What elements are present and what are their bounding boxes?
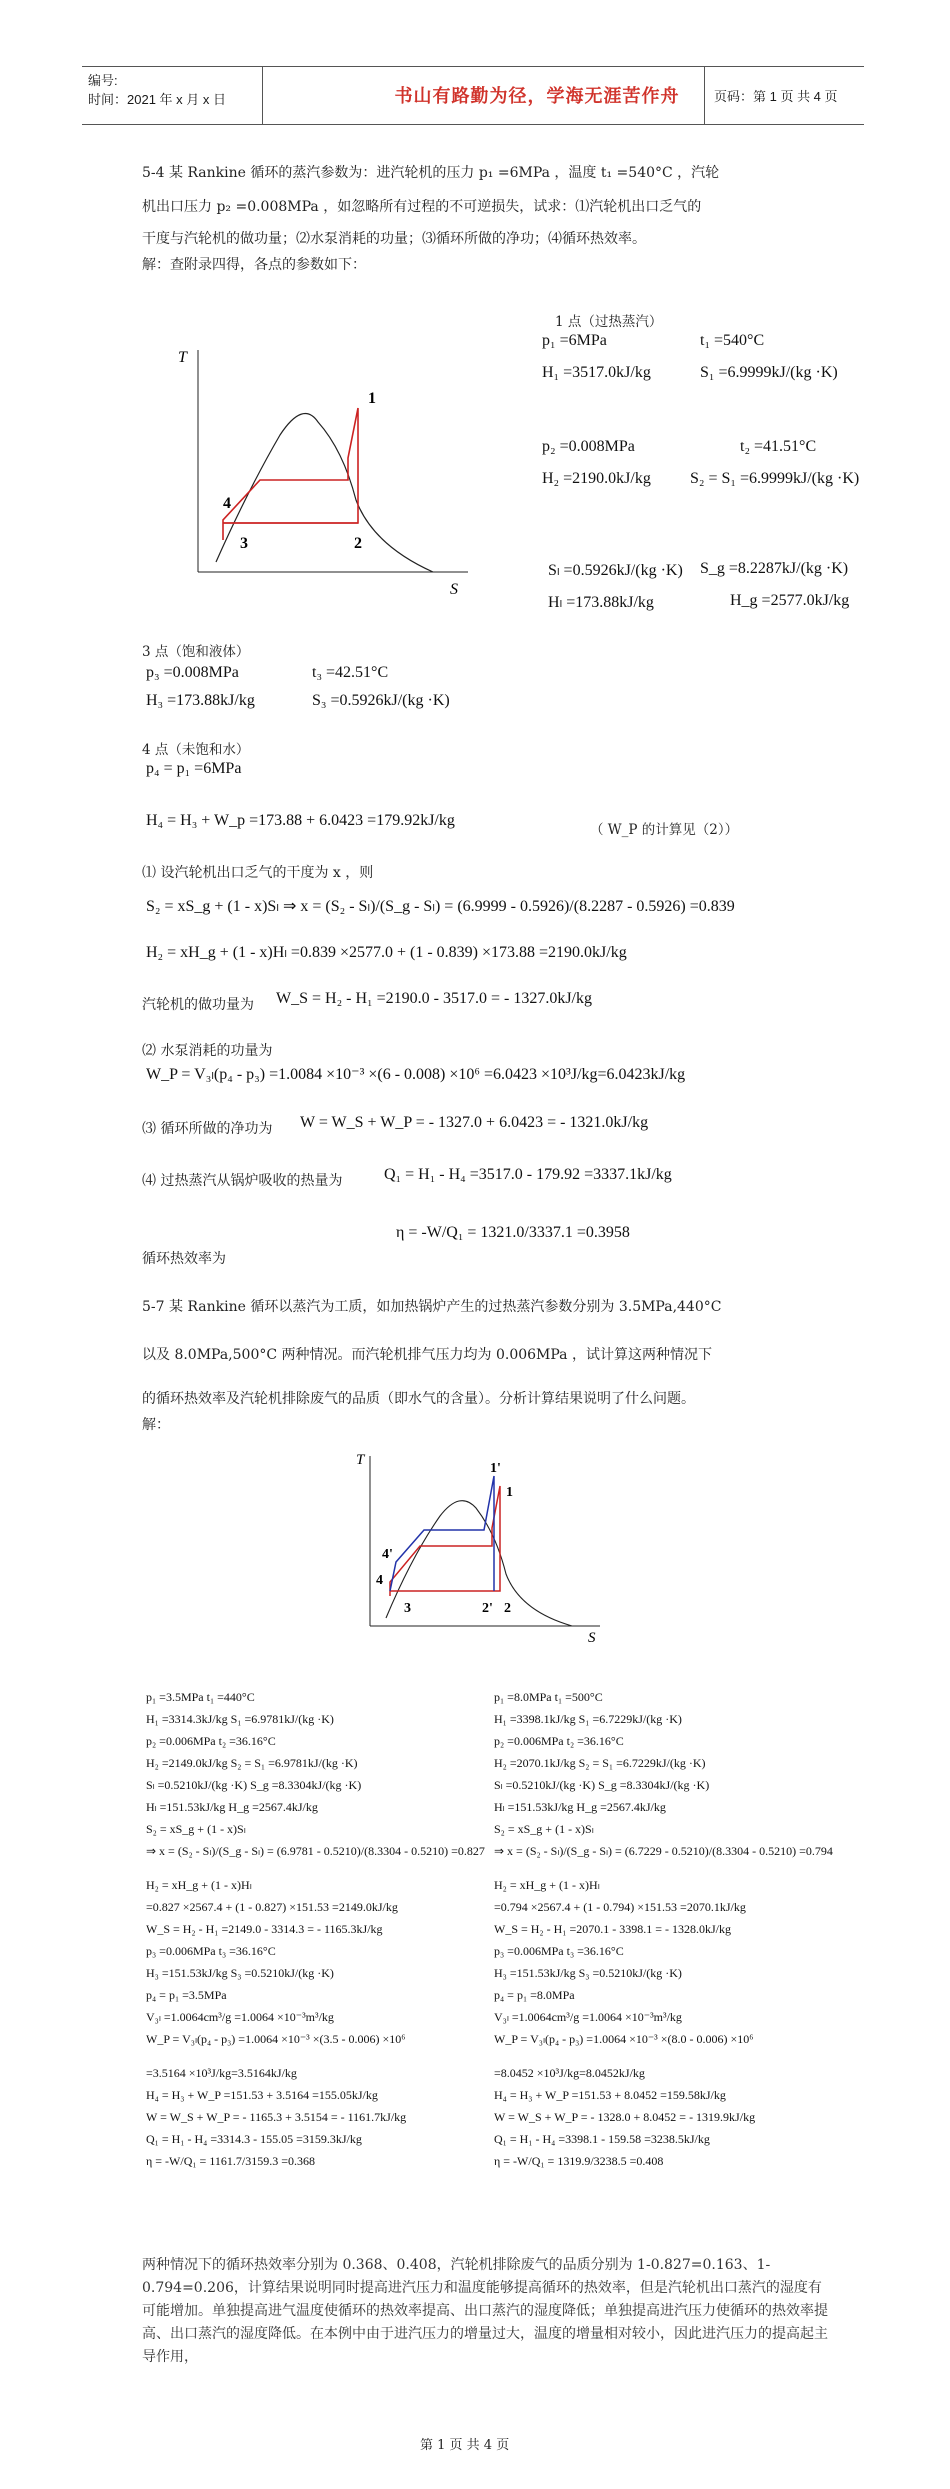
calc-line: p₁ =8.0MPa t₁ =500°C [494, 1690, 603, 1704]
calc-line: =0.794 ×2567.4 + (1 - 0.794) ×151.53 =2070.1kJ/kg [494, 1900, 746, 1914]
t-axis-label: T [356, 1452, 365, 1468]
calc-line: V₃ₗ =1.0064cm³/g =1.0064 ×10⁻³m³/kg [494, 2010, 682, 2024]
sg-value: S_g =8.2287kJ/(kg ·K) [700, 560, 849, 577]
h1-value: H₁ =3517.0kJ/kg [542, 364, 651, 381]
calc-line: η = -W/Q₁ = 1161.7/3159.3 =0.368 [146, 2154, 315, 2168]
calc-line: Q₁ = H₁ - H₄ =3398.1 - 159.58 =3238.5kJ/kg [494, 2132, 710, 2146]
efficiency-text: 循环热效率为 [142, 1251, 226, 1267]
problem1-line3: 干度与汽轮机的做功量；⑵水泵消耗的功量；⑶循环所做的净功；⑷循环热效率。 [142, 231, 646, 247]
s-axis-label: S [588, 1630, 596, 1646]
h3-value: H₃ =173.88kJ/kg [146, 692, 255, 709]
ts-diagram-1 [168, 340, 478, 600]
s-axis-label: S [450, 581, 458, 598]
state-label-4: 4 [223, 495, 231, 512]
t2-value: t₂ =41.51°C [740, 438, 817, 455]
calc-line: W_P = V₃ₗ(p₄ - p₃) =1.0064 ×10⁻³ ×(8.0 - 0.006) ×10⁶ [494, 2032, 754, 2046]
p2-value: p₂ =0.008MPa [542, 438, 635, 455]
calc-line: Sₗ =0.5210kJ/(kg ·K) S_g =8.3304kJ/(kg ·K) [494, 1778, 710, 1792]
t-axis-label: T [178, 349, 187, 366]
hg-value: H_g =2577.0kJ/kg [730, 592, 850, 609]
calc-line: S₂ = xS_g + (1 - x)Sₗ [146, 1822, 246, 1836]
s2-value: S₂ = S₁ =6.9999kJ/(kg ·K) [690, 470, 860, 487]
state-label-4prime: 4' [382, 1547, 393, 1562]
state-label-3: 3 [240, 535, 248, 552]
calc-line: =3.5164 ×10³J/kg=3.5164kJ/kg [146, 2066, 297, 2080]
h4-equation: H₄ = H₃ + W_p =173.88 + 6.0423 =179.92kJ/kg [146, 812, 455, 829]
problem2-line1: 5-7 某 Rankine 循环以蒸汽为工质，如加热锅炉产生的过热蒸汽参数分别为 3.5MPa,440°C [142, 1299, 722, 1315]
problem2-line4: 解： [142, 1417, 170, 1433]
calc-line: p₃ =0.006MPa t₃ =36.16°C [146, 1944, 276, 1958]
calc-line: W_P = V₃ₗ(p₄ - p₃) =1.0064 ×10⁻³ ×(3.5 - 0.006) ×10⁶ [146, 2032, 406, 2046]
calc-line: H₂ =2149.0kJ/kg S₂ = S₁ =6.9781kJ/(kg ·K) [146, 1756, 358, 1770]
calc-line: =8.0452 ×10³J/kg=8.0452kJ/kg [494, 2066, 645, 2080]
point3-title: 3 点（饱和液体） [142, 644, 250, 660]
point1-title: 1 点（过热蒸汽） [555, 314, 663, 330]
heat-input-equation: Q₁ = H₁ - H₄ =3517.0 - 179.92 =3337.1kJ/kg [384, 1166, 672, 1183]
calc-line: Sₗ =0.5210kJ/(kg ·K) S_g =8.3304kJ/(kg ·K) [146, 1778, 362, 1792]
calc-line: H₂ =2070.1kJ/kg S₂ = S₁ =6.7229kJ/(kg ·K) [494, 1756, 706, 1770]
calc-line: Hₗ =151.53kJ/kg H_g =2567.4kJ/kg [494, 1800, 666, 1814]
calc-line: W_S = H₂ - H₁ =2070.1 - 3398.1 = - 1328.0kJ/kg [494, 1922, 731, 1936]
problem1-line2: 机出口压力 p₂ =0.008MPa ，如忽略所有过程的不可逆损失，试求：⑴汽轮机出口乏气的 [142, 199, 702, 215]
point4-title: 4 点（未饱和水） [142, 742, 250, 758]
state-label-2: 2 [504, 1601, 511, 1616]
turbine-work-equation: W_S = H₂ - H₁ =2190.0 - 3517.0 = - 1327.0kJ/kg [276, 990, 592, 1007]
efficiency-equation: η = -W/Q₁ = 1321.0/3337.1 =0.3958 [396, 1224, 630, 1241]
part2-text: ⑵ 水泵消耗的功量为 [142, 1043, 273, 1059]
p3-value: p₃ =0.008MPa [146, 664, 239, 681]
pump-work-equation: W_P = V₃ₗ(p₄ - p₃) =1.0084 ×10⁻³ ×(6 - 0.008) ×10⁶ =6.0423 ×10³J/kg=6.0423kJ/kg [146, 1066, 686, 1083]
calc-line: H₂ = xH_g + (1 - x)Hₗ [494, 1878, 600, 1892]
calc-line: η = -W/Q₁ = 1319.9/3238.5 =0.408 [494, 2154, 664, 2168]
conclusion-paragraph: 两种情况下的循环热效率分别为 0.368、0.408，汽轮机排除废气的品质分别为 1-0.827=0.163、1-0.794=0.206，计算结果说明同时提高进汽压力和温度能够提高循环的热效率，但是汽轮机出口蒸汽的湿度有可能增加。单独提高进气温度使循环的热效率提高、出口蒸汽的湿度降低；单独提高进汽压力使循环的热效率提高、出口蒸汽的湿度降低。在本例中由于进汽压力的增量过大，温度的增量相对较小，因此进汽压力的提高起主导作用， [142, 2257, 828, 2365]
h2-equation: H₂ = xH_g + (1 - x)Hₗ =0.839 ×2577.0 + (1 - 0.839) ×173.88 =2190.0kJ/kg [146, 944, 627, 961]
h2-value: H₂ =2190.0kJ/kg [542, 470, 651, 487]
quality-equation: S₂ = xS_g + (1 - x)Sₗ ⇒ x = (S₂ - Sₗ)/(S_g - Sₗ) = (6.9999 - 0.5926)/(8.2287 - 0.5926) =0.839 [146, 898, 735, 915]
calc-line: H₁ =3398.1kJ/kg S₁ =6.7229kJ/(kg ·K) [494, 1712, 682, 1726]
state-label-2prime: 2' [482, 1601, 493, 1616]
calc-line: Hₗ =151.53kJ/kg H_g =2567.4kJ/kg [146, 1800, 318, 1814]
part1-text: ⑴ 设汽轮机出口乏气的干度为 x ，则 [142, 865, 374, 881]
sl-value: Sₗ =0.5926kJ/(kg ·K) [548, 562, 683, 579]
ts-diagram-2 [350, 1446, 610, 1646]
calc-line: p₂ =0.006MPa t₂ =36.16°C [494, 1734, 624, 1748]
header-divider [262, 67, 263, 124]
problem2-line2: 以及 8.0MPa,500°C 两种情况。而汽轮机排气压力均为 0.006MPa ，试计算这两种情况下 [142, 1347, 712, 1363]
calc-line: W = W_S + W_P = - 1165.3 + 3.5154 = - 1161.7kJ/kg [146, 2110, 407, 2124]
turbine-work-text: 汽轮机的做功量为 [142, 997, 254, 1013]
calc-line: W_S = H₂ - H₁ =2149.0 - 3314.3 = - 1165.3kJ/kg [146, 1922, 383, 1936]
footer-page: 第 1 页 共 4 页 [420, 2438, 510, 2453]
calc-line: p₄ = p₁ =8.0MPa [494, 1988, 575, 2002]
p4-value: p₄ = p₁ =6MPa [146, 760, 242, 777]
problem1-line1: 5-4 某 Rankine 循环的蒸汽参数为：进汽轮机的压力 p₁ =6MPa ，温度 t₁ =540°C ，汽轮 [142, 165, 720, 181]
header-number: 编号: [88, 73, 118, 88]
page-header [82, 66, 864, 125]
state-label-2: 2 [354, 535, 362, 552]
calc-line: H₄ = H₃ + W_P =151.53 + 8.0452 =159.58kJ/kg [494, 2088, 726, 2102]
calc-line: V₃ₗ =1.0064cm³/g =1.0064 ×10⁻³m³/kg [146, 2010, 334, 2024]
p1-value: p₁ =6MPa [542, 332, 607, 349]
calc-line: p₂ =0.006MPa t₂ =36.16°C [146, 1734, 276, 1748]
hl-value: Hₗ =173.88kJ/kg [548, 594, 654, 611]
header-meta [88, 71, 226, 109]
saturation-dome [386, 1501, 572, 1626]
cycle-path-original [390, 1486, 500, 1596]
calc-line: Q₁ = H₁ - H₄ =3314.3 - 155.05 =3159.3kJ/kg [146, 2132, 362, 2146]
s3-value: S₃ =0.5926kJ/(kg ·K) [312, 692, 450, 709]
problem1-line4: 解：查附录四得，各点的参数如下： [142, 257, 366, 273]
state-label-4: 4 [376, 1573, 383, 1588]
net-work-equation: W = W_S + W_P = - 1327.0 + 6.0423 = - 1321.0kJ/kg [300, 1114, 649, 1131]
header-divider [704, 67, 705, 124]
calc-line: H₃ =151.53kJ/kg S₃ =0.5210kJ/(kg ·K) [494, 1966, 682, 1980]
calc-line: ⇒ x = (S₂ - Sₗ)/(S_g - Sₗ) = (6.7229 - 0.5210)/(8.3304 - 0.5210) =0.794 [494, 1844, 833, 1858]
calc-line: p₁ =3.5MPa t₁ =440°C [146, 1690, 255, 1704]
calc-line: =0.827 ×2567.4 + (1 - 0.827) ×151.53 =2149.0kJ/kg [146, 1900, 398, 1914]
calc-line: H₄ = H₃ + W_P =151.53 + 3.5164 =155.05kJ/kg [146, 2088, 378, 2102]
calc-line: S₂ = xS_g + (1 - x)Sₗ [494, 1822, 594, 1836]
calc-line: ⇒ x = (S₂ - Sₗ)/(S_g - Sₗ) = (6.9781 - 0.5210)/(8.3304 - 0.5210) =0.827 [146, 1844, 485, 1858]
s1-value: S₁ =6.9999kJ/(kg ·K) [700, 364, 838, 381]
calc-line: p₃ =0.006MPa t₃ =36.16°C [494, 1944, 624, 1958]
t1-value: t₁ =540°C [700, 332, 765, 349]
t3-value: t₃ =42.51°C [312, 664, 389, 681]
state-label-3: 3 [404, 1601, 411, 1616]
part3-text: ⑶ 循环所做的净功为 [142, 1121, 273, 1137]
calc-line: H₃ =151.53kJ/kg S₃ =0.5210kJ/(kg ·K) [146, 1966, 334, 1980]
problem2-line3: 的循环热效率及汽轮机排除废气的品质（即水气的含量）。分析计算结果说明了什么问题。 [142, 1391, 695, 1407]
cycle-path [223, 408, 358, 540]
calc-line: H₁ =3314.3kJ/kg S₁ =6.9781kJ/(kg ·K) [146, 1712, 334, 1726]
header-page-number: 页码：第 1 页 共 4 页 [714, 89, 838, 104]
calc-line: W = W_S + W_P = - 1328.0 + 8.0452 = - 1319.9kJ/kg [494, 2110, 756, 2124]
state-label-1: 1 [506, 1485, 513, 1500]
state-label-1: 1 [368, 390, 376, 407]
header-motto: 书山有路勤为径，学海无涯苦作舟 [394, 86, 680, 107]
wp-note: （ W_P 的计算见（2）） [590, 822, 739, 838]
calc-line: p₄ = p₁ =3.5MPa [146, 1988, 227, 2002]
calc-line: H₂ = xH_g + (1 - x)Hₗ [146, 1878, 252, 1892]
part4-text: ⑷ 过热蒸汽从锅炉吸收的热量为 [142, 1173, 343, 1189]
header-time: 时间：2021 年 x 月 x 日 [88, 92, 226, 107]
state-label-1prime: 1' [490, 1461, 501, 1476]
